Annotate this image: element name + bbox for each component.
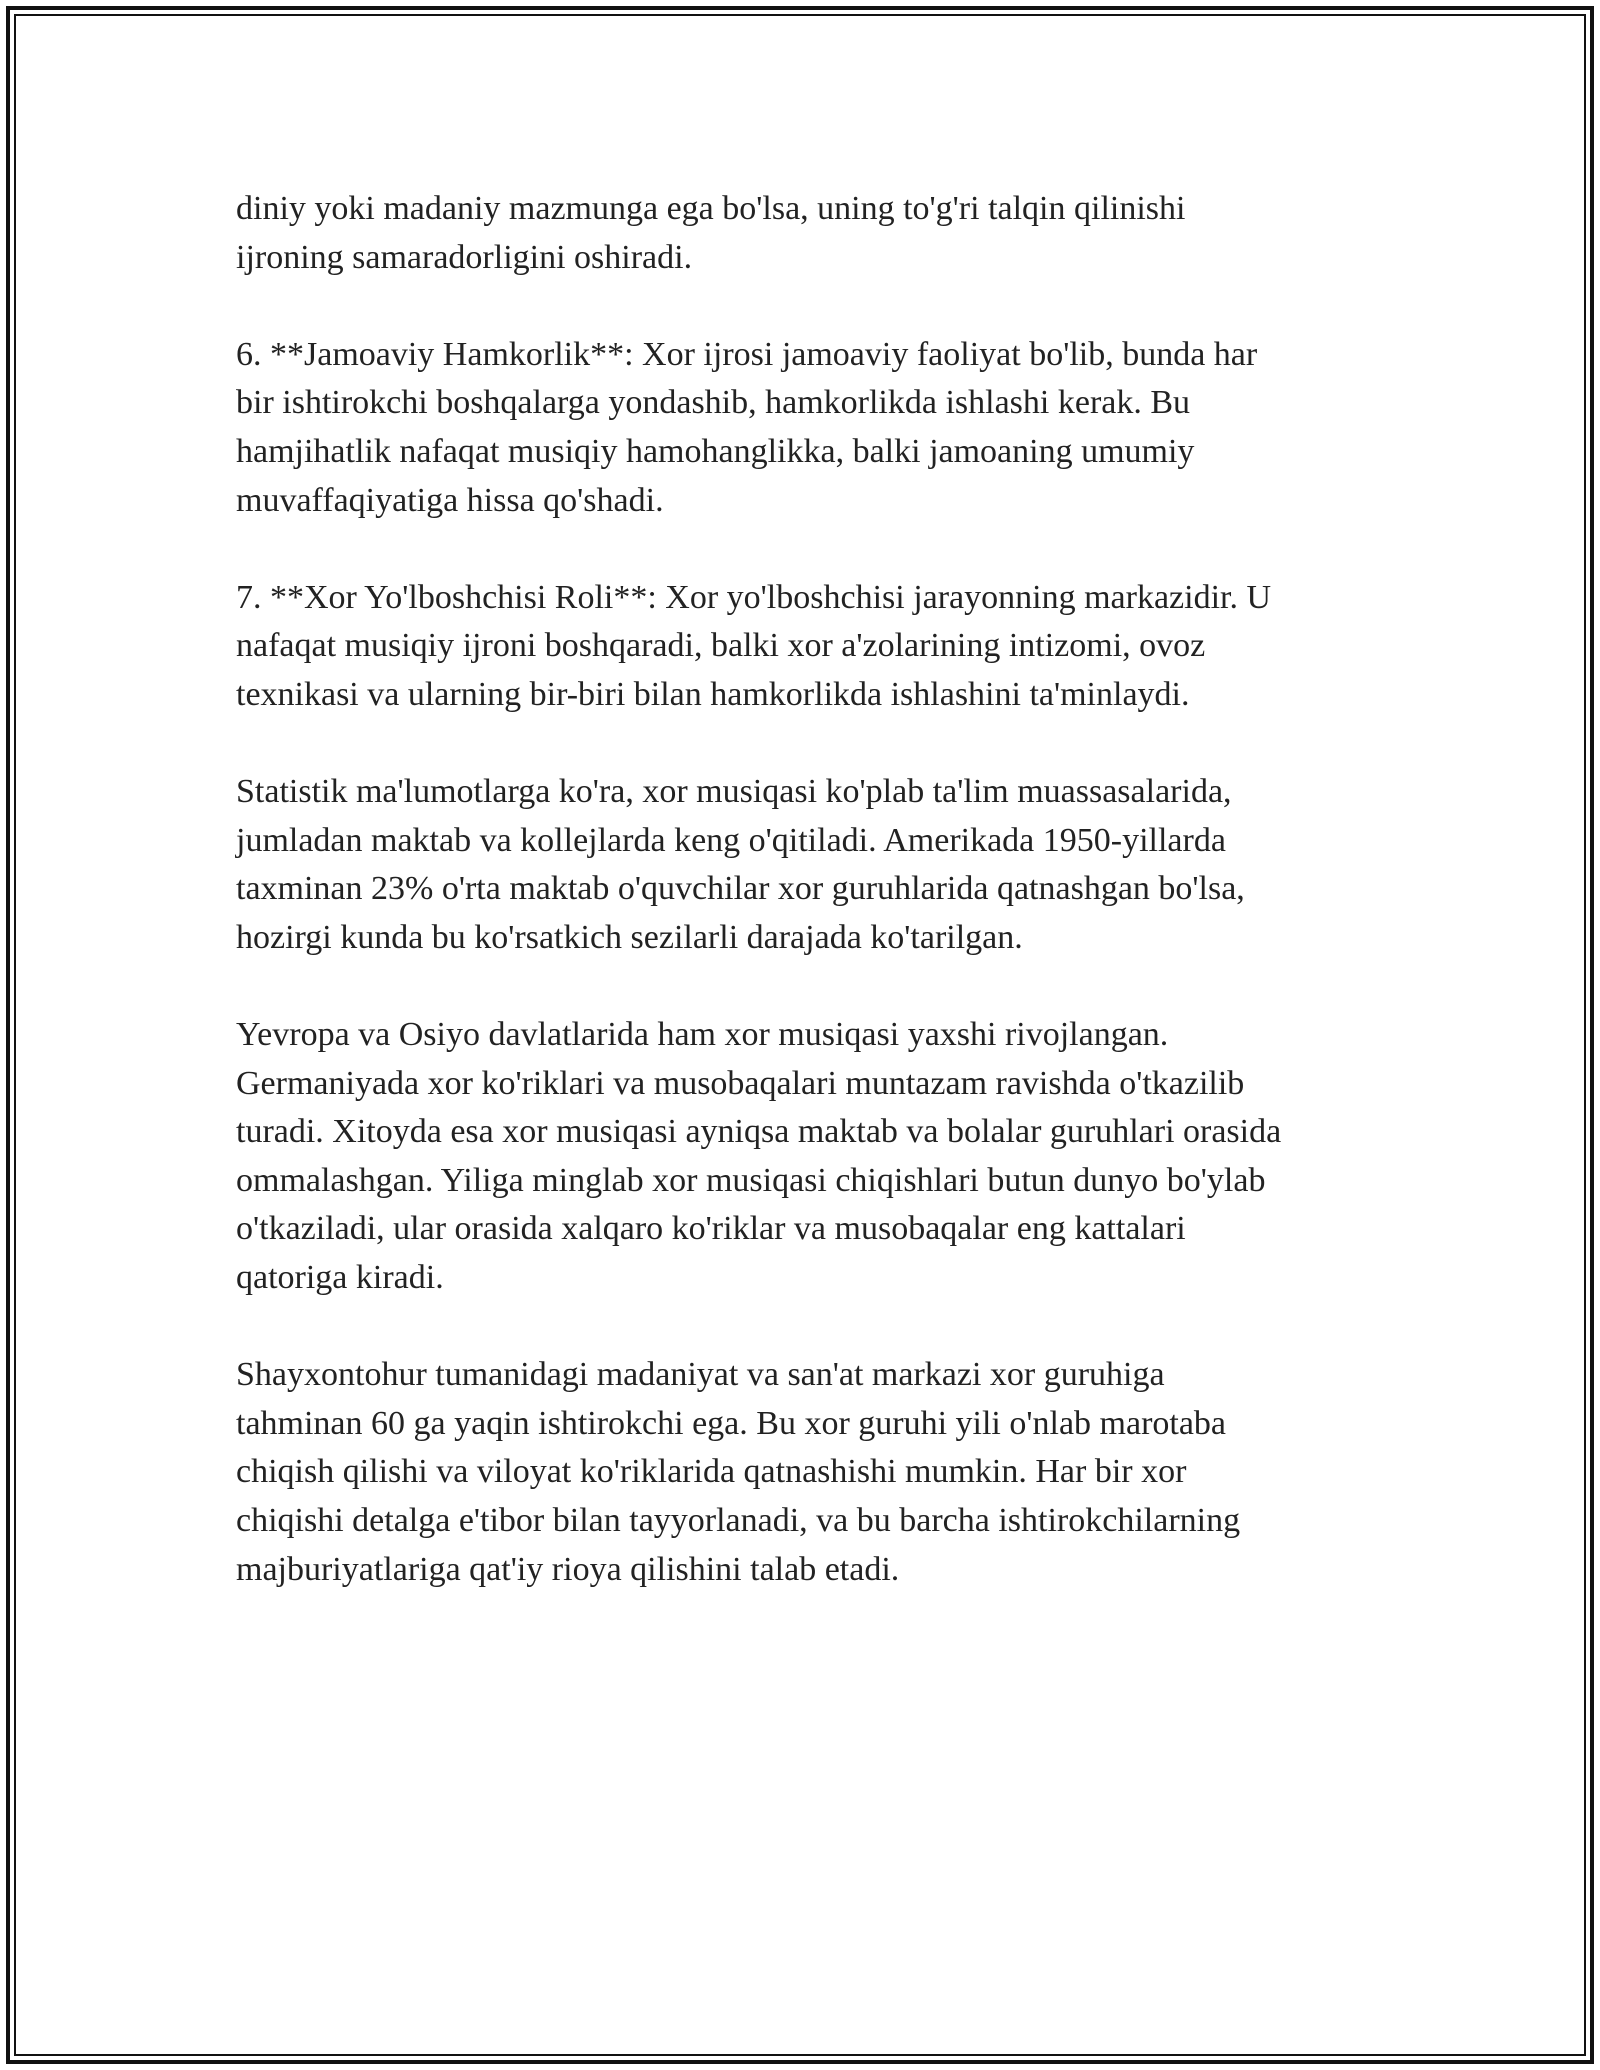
paragraph-continuation: diniy yoki madaniy mazmunga ega bo'lsa, uning to'g'ri talqin qilinishi ijroning samaradorligini oshiradi.: [236, 190, 1186, 276]
paragraph-statistik-malumotlar: Statistik ma'lumotlarga ko'ra, xor musiqasi ko'plab ta'lim muassasalarida, jumladan maktab va kollejlarda keng o'qitiladi. Amerikada 1950-yillarda taxminan 23% o'rta maktab o'quvchilar xor guruhlarida qatnashgan bo'lsa, hozirgi kunda bu ko'rsatkich sezilarli darajada ko'tarilgan.: [236, 773, 1245, 956]
paragraph-shayxontohur: Shayxontohur tumanidagi madaniyat va san'at markazi xor guruhiga tahminan 60 ga yaqin ishtirokchi ega. Bu xor guruhi yili o'nlab marotaba chiqish qilishi va viloyat ko'riklarida qatnashishi mumkin. Har bir xor chiqishi detalga e'tibor bilan tayyorlanadi, va bu barcha ishtirokchilarning majburiyatlariga qat'iy rioya qilishini talab etadi.: [236, 1356, 1241, 1588]
paragraph-xor-yolboshchisi-roli: 7. **Xor Yo'lboshchisi Roli**: Xor yo'lboshchisi jarayonning markazidir. U nafaqat musiqiy ijroni boshqaradi, balki xor a'zolarining intizomi, ovoz texnikasi va ularning bir-biri bilan hamkorlikda ishlashini ta'minlaydi.: [236, 578, 1272, 713]
paragraph-yevropa-osiyo: Yevropa va Osiyo davlatlarida ham xor musiqasi yaxshi rivojlangan. Germaniyada xor ko'riklari va musobaqalari muntazam ravishda o'tkazilib turadi. Xitoyda esa xor musiqasi ayniqsa maktab va bolalar guruhlari orasida ommalashgan. Yiliga minglab xor musiqasi chiqishlari butun dunyo bo'ylab o'tkaziladi, ular orasida xalqaro ko'riklar va musobaqalar eng kattalari qatoriga kiradi.: [236, 1016, 1282, 1297]
document-body: [236, 185, 1376, 1643]
paragraph-jamoaviy-hamkorlik: 6. **Jamoaviy Hamkorlik**: Xor ijrosi jamoaviy faoliyat bo'lib, bunda har bir ishtirokchi boshqalarga yondashib, hamkorlikda ishlashi kerak. Bu hamjihatlik nafaqat musiqiy hamohanglikka, balki jamoaning umumiy muvaffaqiyatiga hissa qo'shadi.: [236, 335, 1258, 519]
